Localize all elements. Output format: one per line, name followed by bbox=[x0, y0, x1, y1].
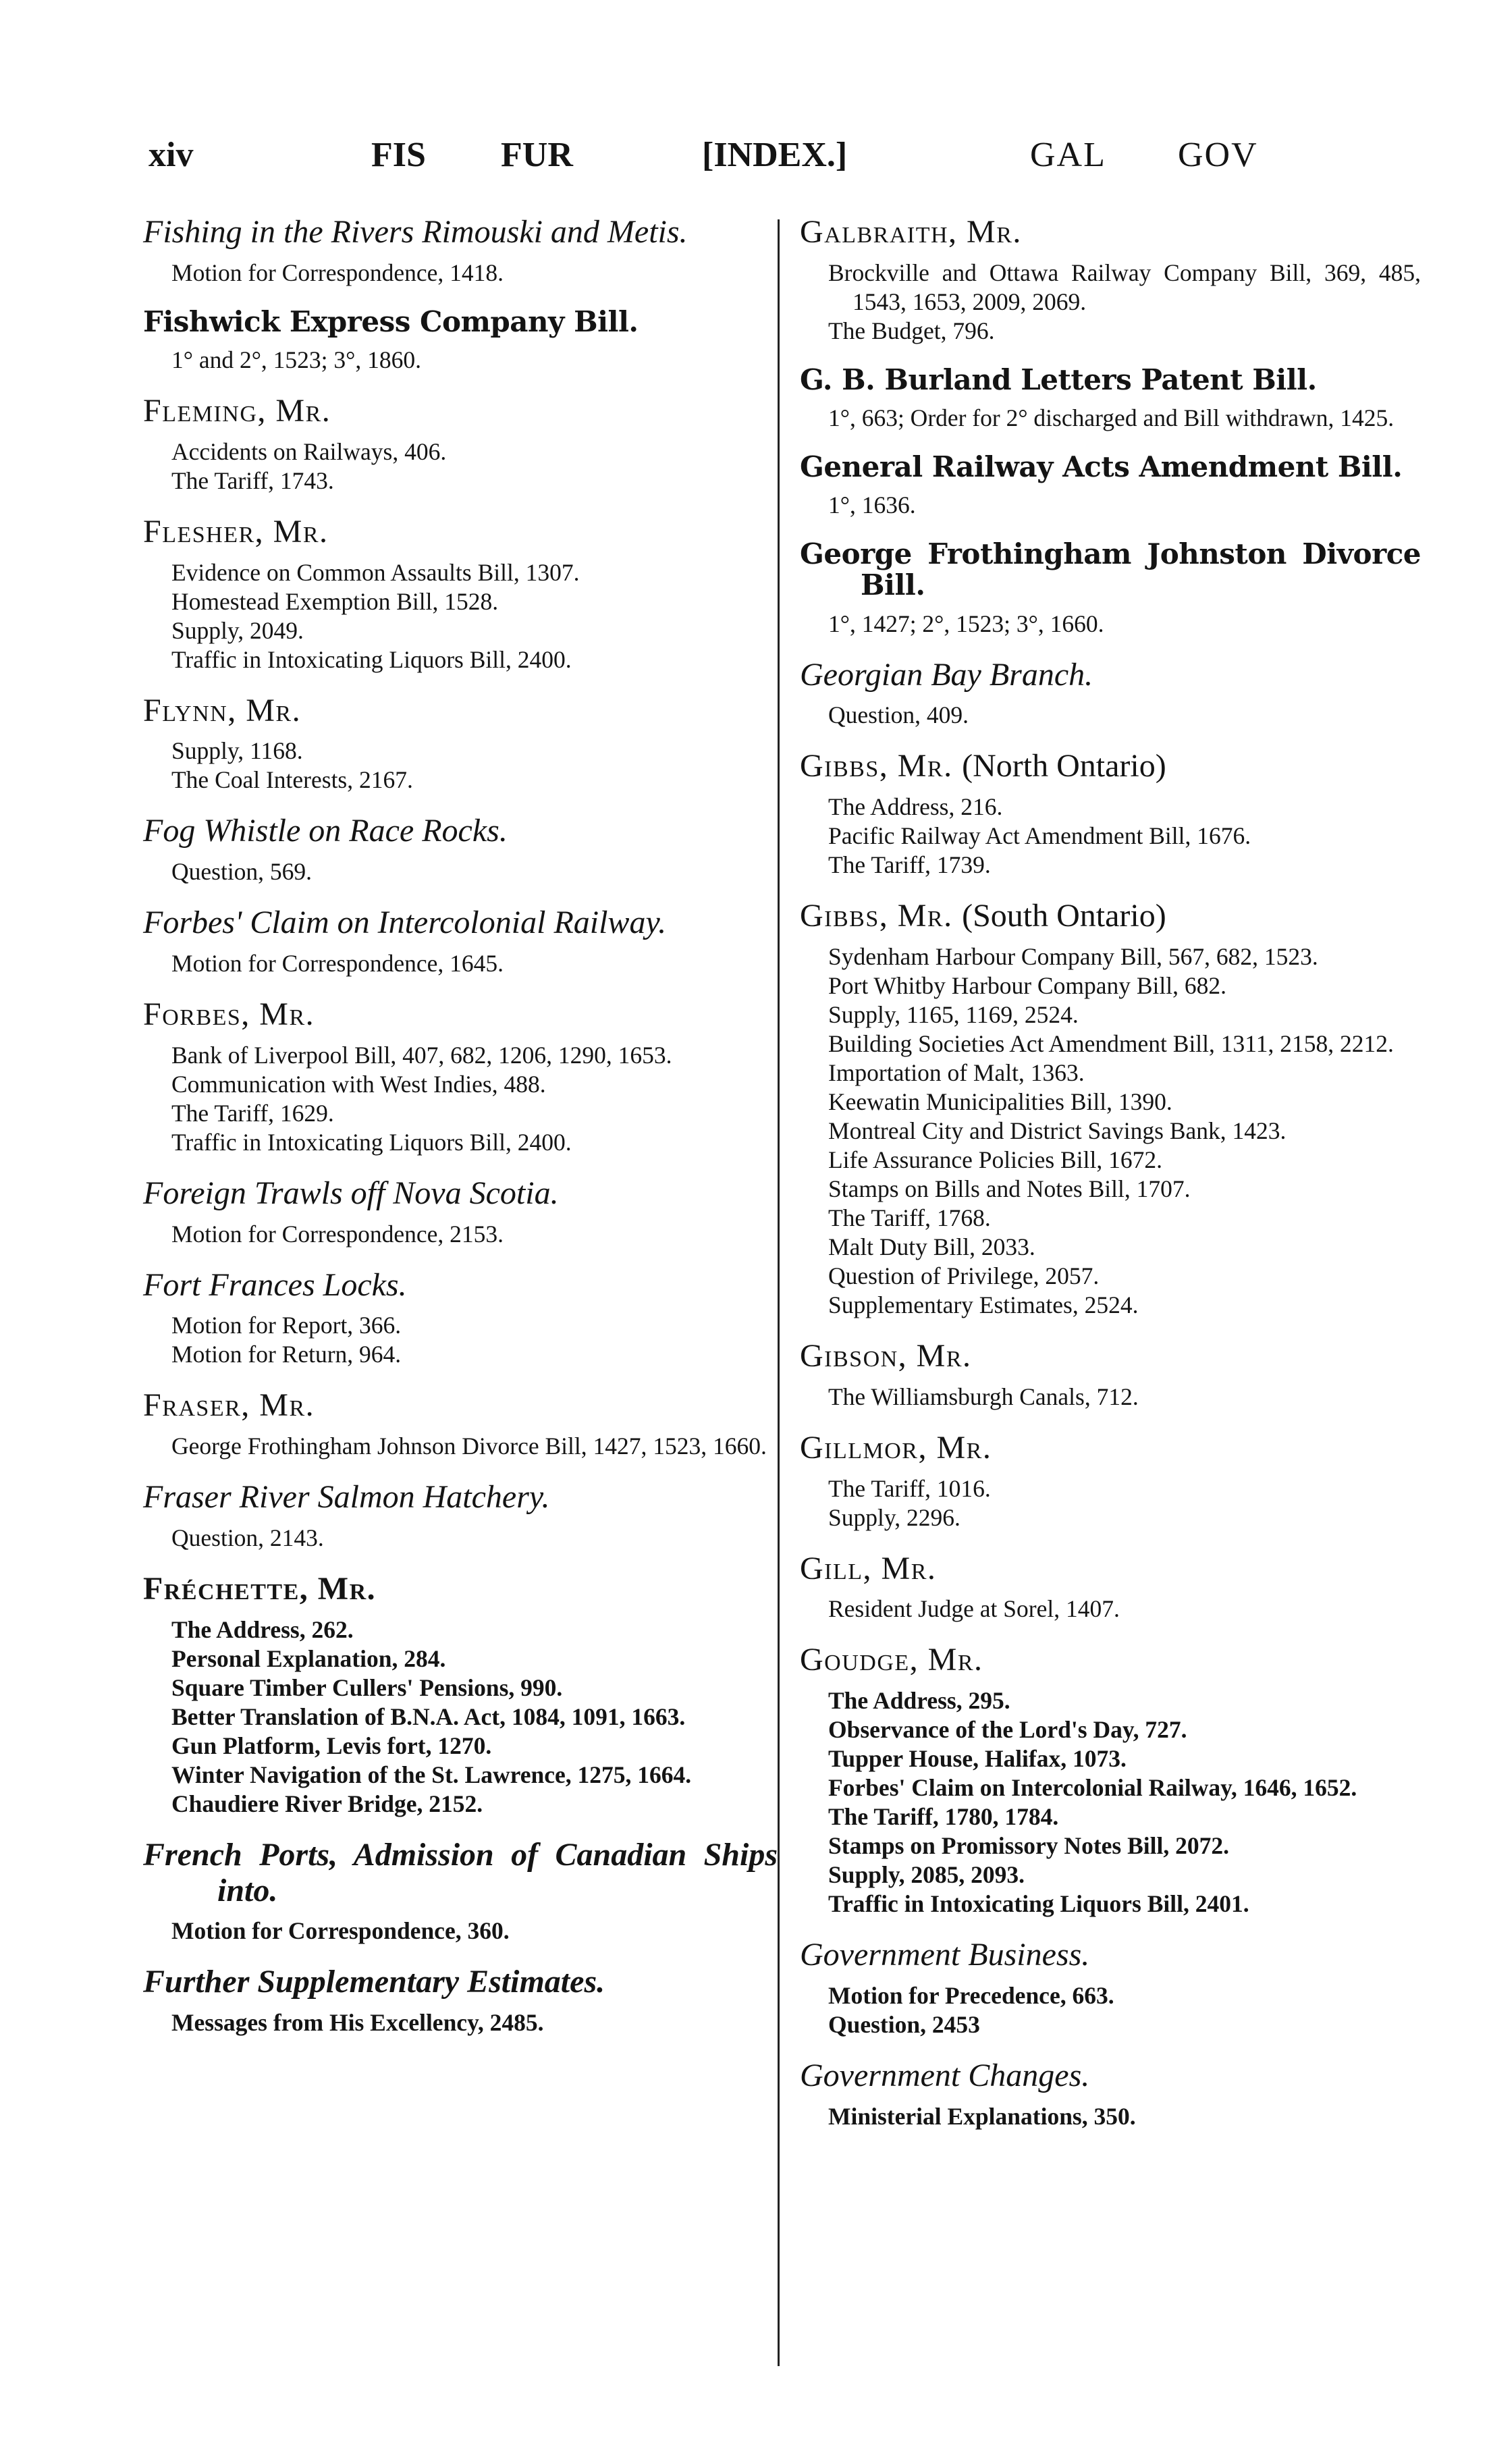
entry-reference: Supply, 1165, 1169, 2524. bbox=[828, 1000, 1079, 1028]
running-header bbox=[0, 135, 1489, 189]
entry-reference: Tupper House, Halifax, 1073. bbox=[828, 1745, 1127, 1773]
entry-reference: Messages from His Excellency, 2485. bbox=[171, 2009, 544, 2037]
entry-heading-name: Gibbs, Mr. bbox=[800, 748, 953, 784]
entry-heading: Government Changes. bbox=[800, 2057, 1090, 2093]
entry-reference: The Tariff, 1016. bbox=[828, 1474, 991, 1502]
entry-heading: General Railway Acts Amendment Bill. bbox=[800, 450, 1403, 483]
entry-reference: Question, 409. bbox=[828, 701, 969, 729]
index-entry bbox=[800, 1430, 1421, 1532]
entry-reference: Supply, 1168. bbox=[171, 737, 303, 765]
entry-heading: G. B. Burland Letters Patent Bill. bbox=[800, 363, 1317, 396]
index-entry bbox=[143, 1480, 778, 1553]
entry-reference: The Address, 295. bbox=[828, 1687, 1010, 1715]
index-entry bbox=[143, 1268, 778, 1370]
entry-reference: Question, 2453 bbox=[828, 2010, 980, 2038]
entry-reference: Building Societies Act Amendment Bill, 1311, 2158, 2212. bbox=[828, 1029, 1394, 1057]
index-entry bbox=[800, 1339, 1421, 1412]
section-label: [INDEX.] bbox=[702, 136, 848, 174]
entry-reference: Motion for Correspondence, 1418. bbox=[171, 259, 504, 286]
index-entry bbox=[143, 306, 778, 375]
page-number: xiv bbox=[148, 136, 194, 174]
entry-reference: Montreal City and District Savings Bank, 1423. bbox=[828, 1117, 1287, 1144]
index-entry bbox=[800, 1551, 1421, 1624]
index-entry bbox=[800, 365, 1421, 433]
entry-reference: Stamps on Promissory Notes Bill, 2072. bbox=[828, 1832, 1229, 1860]
entry-heading bbox=[800, 749, 1421, 784]
entry-reference: Traffic in Intoxicating Liquors Bill, 2401. bbox=[828, 1890, 1249, 1918]
entry-reference: Motion for Correspondence, 2153. bbox=[171, 1220, 504, 1248]
entry-reference: Port Whitby Harbour Company Bill, 682. bbox=[828, 971, 1226, 999]
entry-reference: The Tariff, 1739. bbox=[828, 851, 991, 879]
index-entry bbox=[800, 2058, 1421, 2131]
entry-reference: Supply, 2296. bbox=[828, 1503, 960, 1531]
entry-reference: Accidents on Railways, 406. bbox=[171, 437, 447, 465]
entry-heading: Gibson, Mr. bbox=[800, 1337, 972, 1374]
index-entry bbox=[800, 1937, 1421, 2039]
index-entry bbox=[143, 1572, 778, 1819]
entry-reference: Supply, 2085, 2093. bbox=[828, 1861, 1025, 1889]
entry-heading bbox=[800, 899, 1421, 934]
entry-reference: Ministerial Explanations, 350. bbox=[828, 2102, 1136, 2130]
entry-heading: Fleming, Mr. bbox=[143, 392, 331, 429]
index-entry bbox=[143, 1964, 778, 2037]
entry-heading: Foreign Trawls off Nova Scotia. bbox=[143, 1175, 559, 1211]
entry-reference: The Tariff, 1629. bbox=[171, 1099, 334, 1127]
entry-reference: 1° and 2°, 1523; 3°, 1860. bbox=[171, 346, 421, 373]
index-entry bbox=[143, 997, 778, 1157]
index-entry bbox=[800, 539, 1421, 638]
entry-reference: 1°, 1636. bbox=[828, 491, 916, 519]
entry-reference: Supply, 2049. bbox=[171, 616, 304, 644]
entry-reference: Question, 569. bbox=[171, 858, 313, 886]
index-entry bbox=[143, 1838, 778, 1946]
entry-reference: Motion for Report, 366. bbox=[171, 1312, 402, 1339]
entry-reference: The Coal Interests, 2167. bbox=[171, 766, 413, 794]
entry-heading: French Ports, Admission of Canadian Ships into. bbox=[143, 1836, 778, 1908]
entry-reference: Motion for Correspondence, 360. bbox=[171, 1917, 510, 1945]
guide-word-right-start: GAL bbox=[1030, 136, 1106, 174]
index-entry bbox=[143, 514, 778, 674]
entry-reference: Stamps on Bills and Notes Bill, 1707. bbox=[828, 1175, 1191, 1202]
entry-heading: Galbraith, Mr. bbox=[800, 214, 1022, 250]
entry-reference: The Address, 216. bbox=[828, 793, 1003, 821]
entry-reference: The Address, 262. bbox=[171, 1615, 354, 1643]
index-entry bbox=[800, 215, 1421, 346]
entry-reference: Life Assurance Policies Bill, 1672. bbox=[828, 1146, 1162, 1173]
guide-word-left-start: FIS bbox=[371, 136, 426, 174]
entry-reference: The Williamsburgh Canals, 712. bbox=[828, 1383, 1139, 1410]
entry-reference: Resident Judge at Sorel, 1407. bbox=[828, 1595, 1120, 1623]
entry-reference: Motion for Precedence, 663. bbox=[828, 1981, 1114, 2009]
entry-heading: George Frothingham Johnston Divorce Bill. bbox=[800, 537, 1421, 602]
right-index-column bbox=[800, 215, 1421, 2150]
entry-reference: Communication with West Indies, 488. bbox=[171, 1070, 546, 1098]
entry-reference: Chaudiere River Bridge, 2152. bbox=[171, 1790, 483, 1817]
entry-heading: Flesher, Mr. bbox=[143, 513, 329, 550]
entry-heading: Gill, Mr. bbox=[800, 1550, 937, 1586]
entry-reference: Sydenham Harbour Company Bill, 567, 682, 1523. bbox=[828, 942, 1318, 970]
entry-reference: George Frothingham Johnson Divorce Bill, 1427, 1523, 1660. bbox=[171, 1432, 767, 1460]
entry-reference: Gun Platform, Levis fort, 1270. bbox=[171, 1732, 492, 1759]
entry-heading: Government Business. bbox=[800, 1937, 1090, 1973]
entry-reference: Pacific Railway Act Amendment Bill, 1676. bbox=[828, 822, 1251, 850]
index-entry bbox=[800, 658, 1421, 730]
entry-reference: 1°, 663; Order for 2° discharged and Bill withdrawn, 1425. bbox=[828, 404, 1395, 431]
entry-heading: Gillmor, Mr. bbox=[800, 1429, 992, 1466]
entry-heading-qualifier: (North Ontario) bbox=[962, 748, 1166, 784]
entry-heading: Further Supplementary Estimates. bbox=[143, 1964, 605, 2000]
entry-reference: Importation of Malt, 1363. bbox=[828, 1059, 1085, 1086]
entry-heading: Forbes, Mr. bbox=[143, 996, 315, 1032]
entry-reference: Keewatin Municipalities Bill, 1390. bbox=[828, 1088, 1172, 1115]
entry-reference: Traffic in Intoxicating Liquors Bill, 2400. bbox=[171, 1128, 572, 1156]
entry-reference: The Budget, 796. bbox=[828, 317, 995, 344]
entry-reference: Traffic in Intoxicating Liquors Bill, 2400. bbox=[171, 645, 572, 673]
entry-reference: The Tariff, 1743. bbox=[171, 466, 334, 494]
entry-reference: Motion for Correspondence, 1645. bbox=[171, 949, 504, 977]
entry-heading: Goudge, Mr. bbox=[800, 1642, 983, 1678]
entry-heading: Fraser, Mr. bbox=[143, 1387, 315, 1424]
entry-heading: Flynn, Mr. bbox=[143, 692, 302, 728]
entry-reference: Bank of Liverpool Bill, 407, 682, 1206, 1290, 1653. bbox=[171, 1041, 672, 1069]
entry-heading: Fishing in the Rivers Rimouski and Metis. bbox=[143, 214, 688, 250]
entry-heading-name: Gibbs, Mr. bbox=[800, 898, 953, 934]
entry-reference: The Tariff, 1768. bbox=[828, 1204, 991, 1231]
entry-reference: Brockville and Ottawa Railway Company Bill, 369, 485, 1543, 1653, 2009, 2069. bbox=[828, 259, 1421, 315]
entry-reference: Square Timber Cullers' Pensions, 990. bbox=[171, 1673, 563, 1701]
index-entry bbox=[800, 452, 1421, 520]
entry-heading: Fishwick Express Company Bill. bbox=[143, 304, 639, 338]
index-entry bbox=[143, 1388, 778, 1461]
entry-reference: The Tariff, 1780, 1784. bbox=[828, 1803, 1059, 1831]
entry-reference: Personal Explanation, 284. bbox=[171, 1644, 446, 1672]
guide-word-left-end: FUR bbox=[501, 136, 573, 174]
index-entry bbox=[800, 749, 1421, 880]
index-entry bbox=[143, 215, 778, 288]
entry-reference: Question, 2143. bbox=[171, 1524, 324, 1551]
entry-reference: Supplementary Estimates, 2524. bbox=[828, 1291, 1139, 1318]
entry-heading: Fog Whistle on Race Rocks. bbox=[143, 813, 508, 849]
entry-reference: Homestead Exemption Bill, 1528. bbox=[171, 587, 499, 615]
entry-reference: Forbes' Claim on Intercolonial Railway, 1646, 1652. bbox=[828, 1774, 1357, 1802]
entry-heading-qualifier: (South Ontario) bbox=[962, 898, 1166, 934]
entry-heading: Fort Frances Locks. bbox=[143, 1266, 407, 1303]
entry-reference: 1°, 1427; 2°, 1523; 3°, 1660. bbox=[828, 610, 1104, 637]
entry-heading: Fraser River Salmon Hatchery. bbox=[143, 1479, 550, 1516]
entry-reference: Motion for Return, 964. bbox=[171, 1341, 402, 1368]
entry-heading: Georgian Bay Branch. bbox=[800, 656, 1093, 693]
index-entry bbox=[800, 899, 1421, 1320]
index-entry bbox=[143, 813, 778, 886]
entry-reference: Question of Privilege, 2057. bbox=[828, 1262, 1100, 1289]
index-entry bbox=[143, 394, 778, 496]
index-entry bbox=[143, 905, 778, 978]
entry-reference: Malt Duty Bill, 2033. bbox=[828, 1233, 1035, 1260]
entry-heading: Fréchette, Mr. bbox=[143, 1570, 377, 1607]
entry-reference: Observance of the Lord's Day, 727. bbox=[828, 1716, 1187, 1744]
column-divider bbox=[778, 219, 780, 2366]
index-entry bbox=[800, 1642, 1421, 1919]
entry-heading: Forbes' Claim on Intercolonial Railway. bbox=[143, 905, 667, 941]
index-entry bbox=[143, 1176, 778, 1249]
entry-reference: Better Translation of B.N.A. Act, 1084, 1091, 1663. bbox=[171, 1703, 686, 1730]
entry-reference: Evidence on Common Assaults Bill, 1307. bbox=[171, 558, 580, 586]
guide-word-right-end: GOV bbox=[1178, 136, 1258, 174]
left-index-column bbox=[143, 215, 778, 2056]
index-entry bbox=[143, 693, 778, 795]
entry-reference: Winter Navigation of the St. Lawrence, 1275, 1664. bbox=[171, 1761, 692, 1788]
